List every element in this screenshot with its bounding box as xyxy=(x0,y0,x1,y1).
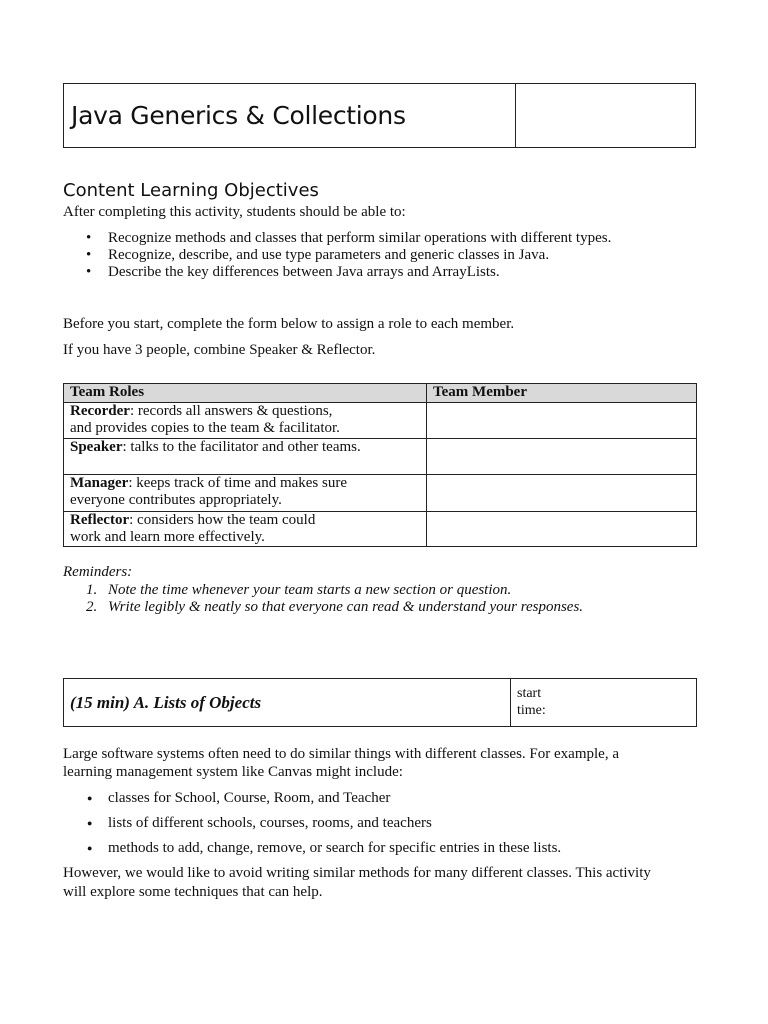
body-paragraph-2-line-2: will explore some techniques that can help. xyxy=(63,884,323,900)
role-desc: : considers how the team could xyxy=(129,512,316,528)
table-row xyxy=(64,403,697,439)
title-box xyxy=(63,83,696,148)
objectives-heading: Content Learning Objectives xyxy=(63,180,319,201)
member-cell-reflector[interactable] xyxy=(427,512,697,547)
section-a-header xyxy=(63,678,697,727)
list-item: ● methods to add, change, remove, or search for specific entries in these lists. xyxy=(63,840,723,865)
example-list xyxy=(63,790,723,865)
body-paragraph-1-line-1: Large software systems often need to do similar things with different classes. For example, a xyxy=(63,746,619,762)
instruction-line-2: If you have 3 people, combine Speaker & Reflector. xyxy=(63,342,376,358)
column-header-team-member: Team Member xyxy=(427,384,697,403)
team-roles-table xyxy=(63,383,697,547)
role-desc-cont: and provides copies to the team & facilitator. xyxy=(70,420,340,436)
role-cell-speaker xyxy=(64,439,427,475)
list-item: ● lists of different schools, courses, rooms, and teachers xyxy=(63,815,723,840)
objective-item: • Recognize methods and classes that perform similar operations with different types. xyxy=(63,230,713,247)
objectives-list xyxy=(63,230,713,281)
objective-item: • Recognize, describe, and use type parameters and generic classes in Java. xyxy=(63,247,713,264)
role-name: Recorder xyxy=(70,403,130,419)
list-item: ● classes for School, Course, Room, and Teacher xyxy=(63,790,723,815)
reminders-label: Reminders: xyxy=(63,564,133,580)
member-cell-recorder[interactable] xyxy=(427,403,697,439)
section-a-title: (15 min) A. Lists of Objects xyxy=(64,679,511,726)
table-row xyxy=(64,439,697,475)
member-cell-manager[interactable] xyxy=(427,475,697,512)
role-name: Reflector xyxy=(70,512,130,528)
start-time-cell[interactable] xyxy=(511,679,696,726)
reminders-list xyxy=(63,582,723,616)
column-header-team-roles: Team Roles xyxy=(64,384,427,403)
instruction-line-1: Before you start, complete the form below to assign a role to each member. xyxy=(63,316,515,332)
reminder-item: 2. Write legibly & neatly so that everyone can read & understand your responses. xyxy=(86,599,584,615)
reminder-item: 1. Note the time whenever your team starts a new section or question. xyxy=(86,582,512,598)
role-desc-cont: everyone contributes appropriately. xyxy=(70,492,282,508)
title-blank-cell xyxy=(516,84,695,147)
role-cell-manager xyxy=(64,475,427,512)
member-cell-speaker[interactable] xyxy=(427,439,697,475)
start-time-label-cont: time: xyxy=(517,703,546,718)
table-row xyxy=(64,512,697,547)
role-name: Manager xyxy=(70,475,129,491)
role-cell-reflector xyxy=(64,512,427,547)
objectives-intro: After completing this activity, students should be able to: xyxy=(63,204,406,220)
start-time-label: start xyxy=(517,686,542,701)
document-title: Java Generics & Collections xyxy=(64,84,516,147)
objective-item: • Describe the key differences between Java arrays and ArrayLists. xyxy=(63,264,713,281)
body-paragraph-1-line-2: learning management system like Canvas might include: xyxy=(63,764,403,780)
table-row xyxy=(64,475,697,512)
role-desc: : keeps track of time and makes sure xyxy=(128,475,347,491)
role-cell-recorder xyxy=(64,403,427,439)
role-desc: : talks to the facilitator and other teams. xyxy=(122,439,361,455)
role-desc: : records all answers & questions, xyxy=(129,403,333,419)
role-name: Speaker xyxy=(70,439,123,455)
body-paragraph-2-line-1: However, we would like to avoid writing similar methods for many different classes. This activity xyxy=(63,865,651,881)
role-desc-cont: work and learn more effectively. xyxy=(70,529,265,545)
